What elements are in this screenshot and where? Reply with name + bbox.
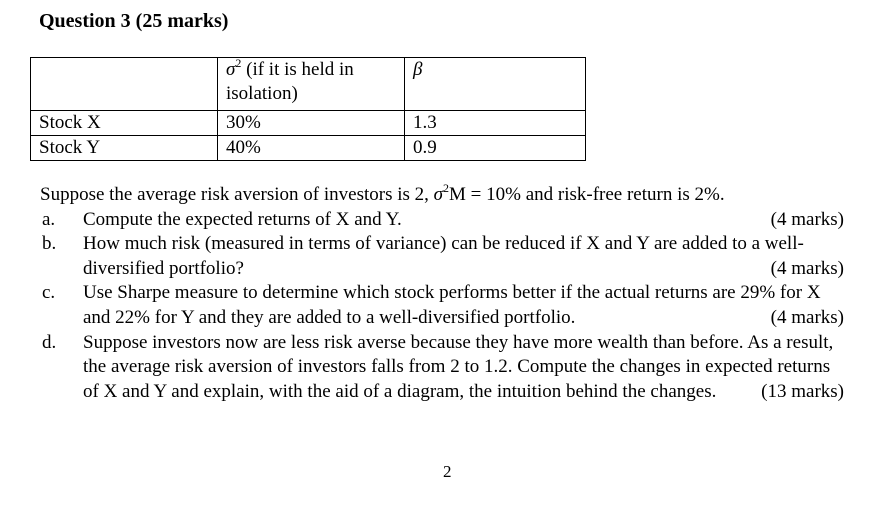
beta-symbol: β (413, 59, 423, 80)
table-header-row (31, 58, 586, 111)
variance-cell: 40% (218, 136, 405, 161)
page-number: 2 (443, 462, 452, 481)
part-label: b. (42, 233, 57, 255)
part-question: How much risk (measured in terms of variance) can be reduced if X and Y are added to a well-diversified portfolio? (83, 233, 804, 279)
part-question: Use Sharpe measure to determine which stock performs better if the actual returns are 29% for X and 22% for Y and they are added to a well-diversified portfolio. (83, 282, 821, 328)
part-c (40, 281, 860, 330)
intro-text-end: M = 10% and risk-free return is 2%. (449, 184, 725, 205)
part-marks: (4 marks) (770, 306, 844, 328)
question-body (40, 183, 860, 404)
beta-cell: 1.3 (405, 111, 586, 136)
header-variance-cell (218, 58, 405, 111)
part-question: Suppose investors now are less risk averse because they have more wealth than before. As a result, the average risk aversion of investors falls from 2 to 1.2. Compute the changes in expected returns of X and Y and explain, with the aid of a diagram, the intuition behind the changes. (83, 331, 834, 402)
part-label: c. (42, 282, 56, 304)
part-marks: (4 marks) (770, 257, 844, 279)
variance-cell: 30% (218, 111, 405, 136)
part-a (40, 208, 860, 233)
stock-table (30, 57, 586, 161)
part-d (40, 331, 860, 405)
sigma-symbol: σ (226, 59, 236, 80)
beta-cell: 0.9 (405, 136, 586, 161)
variance-superscript: 2 (235, 56, 242, 70)
part-question: Compute the expected returns of X and Y. (83, 208, 402, 230)
part-text (83, 232, 860, 281)
stock-name-cell: Stock Y (31, 136, 218, 161)
part-text (83, 208, 860, 233)
variance-header-text: (if it is held in isolation) (226, 59, 354, 104)
intro-text-start: Suppose the average risk aversion of investors is 2, (40, 184, 434, 205)
part-label: a. (42, 208, 56, 230)
stock-name-cell: Stock X (31, 111, 218, 136)
part-text (83, 331, 860, 405)
part-marks: (4 marks) (770, 208, 844, 230)
part-text (83, 281, 860, 330)
header-empty-cell (31, 58, 218, 111)
market-variance-superscript: 2 (443, 181, 450, 195)
table-row (31, 111, 586, 136)
part-b (40, 232, 860, 281)
intro-paragraph (40, 183, 860, 208)
market-sigma-symbol: σ (433, 184, 444, 205)
header-beta-cell (405, 58, 586, 111)
part-label: d. (42, 331, 57, 353)
question-title: Question 3 (25 marks) (39, 10, 229, 32)
part-marks: (13 marks) (761, 380, 844, 402)
table-row (31, 136, 586, 161)
